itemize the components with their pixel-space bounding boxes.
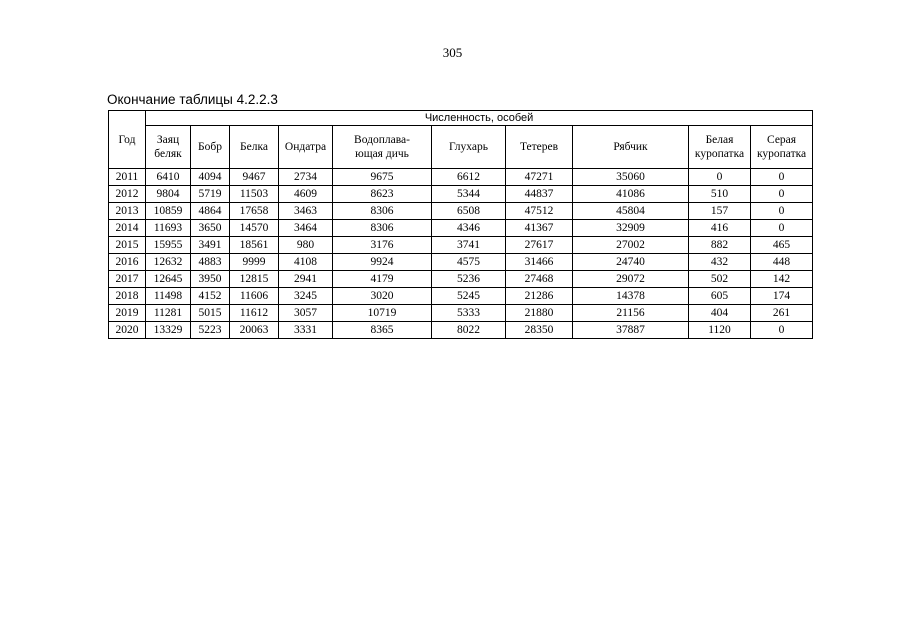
value-cell: 5223 [191, 322, 230, 339]
year-cell: 2013 [109, 203, 146, 220]
column-header [432, 126, 506, 169]
table-row [109, 203, 813, 220]
value-cell: 0 [751, 322, 813, 339]
column-header-line: Тетерев [519, 141, 559, 153]
column-header [689, 126, 751, 169]
value-cell: 1120 [689, 322, 751, 339]
table-row [109, 220, 813, 237]
group-header-row [109, 111, 813, 126]
column-header-line: Серая [767, 134, 797, 146]
value-cell: 882 [689, 237, 751, 254]
table-caption: Окончание таблицы 4.2.2.3 [107, 92, 278, 107]
group-column-header: Численность, особей [146, 111, 813, 126]
column-header [279, 126, 333, 169]
value-cell: 4179 [333, 271, 432, 288]
value-cell: 10859 [146, 203, 191, 220]
value-cell: 12632 [146, 254, 191, 271]
value-cell: 404 [689, 305, 751, 322]
value-cell: 41086 [573, 186, 689, 203]
value-cell: 4575 [432, 254, 506, 271]
value-cell: 4094 [191, 169, 230, 186]
column-header-line: беляк [154, 148, 182, 160]
value-cell: 29072 [573, 271, 689, 288]
value-cell: 31466 [506, 254, 573, 271]
year-cell: 2017 [109, 271, 146, 288]
value-cell: 32909 [573, 220, 689, 237]
value-cell: 510 [689, 186, 751, 203]
value-cell: 5236 [432, 271, 506, 288]
value-cell: 0 [751, 169, 813, 186]
value-cell: 3741 [432, 237, 506, 254]
value-cell: 47271 [506, 169, 573, 186]
value-cell: 5015 [191, 305, 230, 322]
column-header-line: Бобр [198, 141, 222, 153]
value-cell: 11498 [146, 288, 191, 305]
value-cell: 4152 [191, 288, 230, 305]
column-header-line: Рябчик [613, 141, 648, 153]
value-cell: 4609 [279, 186, 333, 203]
value-cell: 13329 [146, 322, 191, 339]
value-cell: 9675 [333, 169, 432, 186]
column-header-line: ющая дичь [355, 148, 409, 160]
value-cell: 174 [751, 288, 813, 305]
value-cell: 4108 [279, 254, 333, 271]
value-cell: 45804 [573, 203, 689, 220]
table-head [109, 111, 813, 169]
value-cell: 27468 [506, 271, 573, 288]
value-cell: 8623 [333, 186, 432, 203]
column-header [191, 126, 230, 169]
value-cell: 9467 [230, 169, 279, 186]
column-header [146, 126, 191, 169]
value-cell: 6508 [432, 203, 506, 220]
column-header-line: куропатка [756, 148, 807, 160]
value-cell: 11606 [230, 288, 279, 305]
value-cell: 0 [751, 203, 813, 220]
table-row [109, 288, 813, 305]
value-cell: 416 [689, 220, 751, 237]
table-row [109, 271, 813, 288]
value-cell: 0 [751, 186, 813, 203]
value-cell: 465 [751, 237, 813, 254]
value-cell: 3331 [279, 322, 333, 339]
value-cell: 3950 [191, 271, 230, 288]
value-cell: 11503 [230, 186, 279, 203]
value-cell: 5344 [432, 186, 506, 203]
value-cell: 47512 [506, 203, 573, 220]
value-cell: 0 [689, 169, 751, 186]
value-cell: 9804 [146, 186, 191, 203]
value-cell: 3491 [191, 237, 230, 254]
value-cell: 157 [689, 203, 751, 220]
value-cell: 21286 [506, 288, 573, 305]
column-header-line: Белка [240, 141, 268, 153]
value-cell: 3057 [279, 305, 333, 322]
column-header-line: Белая [705, 134, 734, 146]
value-cell: 9924 [333, 254, 432, 271]
value-cell: 2941 [279, 271, 333, 288]
value-cell: 14378 [573, 288, 689, 305]
value-cell: 502 [689, 271, 751, 288]
value-cell: 4864 [191, 203, 230, 220]
value-cell: 3176 [333, 237, 432, 254]
value-cell: 5333 [432, 305, 506, 322]
year-column-header: Год [109, 111, 146, 169]
value-cell: 142 [751, 271, 813, 288]
value-cell: 24740 [573, 254, 689, 271]
column-header-line: Заяц [156, 134, 180, 146]
value-cell: 8306 [333, 220, 432, 237]
page-number: 305 [442, 45, 463, 60]
value-cell: 17658 [230, 203, 279, 220]
value-cell: 8365 [333, 322, 432, 339]
table-row [109, 254, 813, 271]
column-header [230, 126, 279, 169]
value-cell: 4346 [432, 220, 506, 237]
year-cell: 2016 [109, 254, 146, 271]
year-cell: 2020 [109, 322, 146, 339]
table-row [109, 169, 813, 186]
value-cell: 432 [689, 254, 751, 271]
column-header-row [109, 126, 813, 169]
value-cell: 0 [751, 220, 813, 237]
value-cell: 15955 [146, 237, 191, 254]
value-cell: 21156 [573, 305, 689, 322]
value-cell: 3650 [191, 220, 230, 237]
column-header-line: Глухарь [449, 141, 488, 153]
year-cell: 2012 [109, 186, 146, 203]
table-row [109, 305, 813, 322]
value-cell: 14570 [230, 220, 279, 237]
column-header [573, 126, 689, 169]
value-cell: 4883 [191, 254, 230, 271]
population-table [108, 110, 813, 339]
value-cell: 3020 [333, 288, 432, 305]
value-cell: 12815 [230, 271, 279, 288]
table-row [109, 237, 813, 254]
value-cell: 27617 [506, 237, 573, 254]
value-cell: 20063 [230, 322, 279, 339]
value-cell: 8022 [432, 322, 506, 339]
year-cell: 2018 [109, 288, 146, 305]
column-header-line: Водоплава- [354, 134, 410, 146]
value-cell: 5719 [191, 186, 230, 203]
value-cell: 11612 [230, 305, 279, 322]
value-cell: 3464 [279, 220, 333, 237]
value-cell: 35060 [573, 169, 689, 186]
value-cell: 9999 [230, 254, 279, 271]
value-cell: 3245 [279, 288, 333, 305]
value-cell: 5245 [432, 288, 506, 305]
value-cell: 11281 [146, 305, 191, 322]
value-cell: 37887 [573, 322, 689, 339]
value-cell: 11693 [146, 220, 191, 237]
value-cell: 6410 [146, 169, 191, 186]
year-cell: 2014 [109, 220, 146, 237]
value-cell: 28350 [506, 322, 573, 339]
value-cell: 10719 [333, 305, 432, 322]
table-row [109, 186, 813, 203]
table-body [109, 169, 813, 339]
column-header [751, 126, 813, 169]
value-cell: 18561 [230, 237, 279, 254]
value-cell: 21880 [506, 305, 573, 322]
value-cell: 6612 [432, 169, 506, 186]
value-cell: 41367 [506, 220, 573, 237]
value-cell: 27002 [573, 237, 689, 254]
value-cell: 448 [751, 254, 813, 271]
table-row [109, 322, 813, 339]
value-cell: 980 [279, 237, 333, 254]
year-cell: 2019 [109, 305, 146, 322]
year-cell: 2015 [109, 237, 146, 254]
value-cell: 8306 [333, 203, 432, 220]
column-header [333, 126, 432, 169]
column-header [506, 126, 573, 169]
value-cell: 12645 [146, 271, 191, 288]
column-header-line: куропатка [694, 148, 745, 160]
value-cell: 44837 [506, 186, 573, 203]
value-cell: 3463 [279, 203, 333, 220]
value-cell: 2734 [279, 169, 333, 186]
value-cell: 261 [751, 305, 813, 322]
value-cell: 605 [689, 288, 751, 305]
column-header-line: Ондатра [284, 141, 327, 153]
year-cell: 2011 [109, 169, 146, 186]
